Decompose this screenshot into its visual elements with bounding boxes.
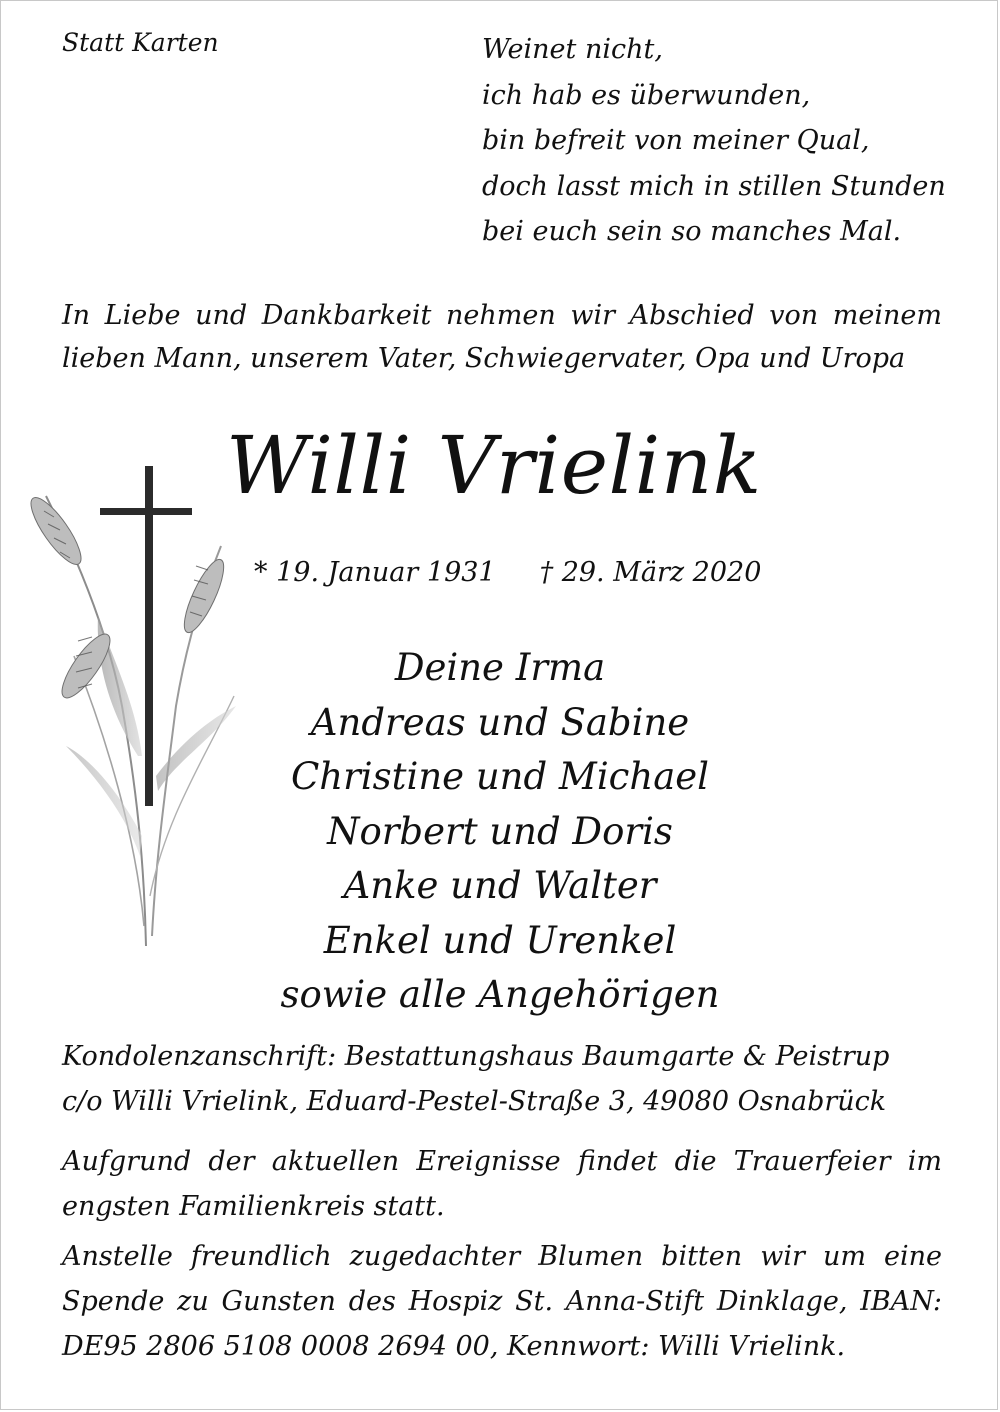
mourner-line: sowie alle Angehörigen <box>280 973 720 1016</box>
poem-line: bin befreit von meiner Qual, <box>482 125 870 156</box>
mourner-line: Norbert und Doris <box>327 809 673 853</box>
life-dates <box>254 551 761 595</box>
donation-notice: Anstelle freundlich zugedachter Blumen bitten wir um eine Spende zu Gunsten des Hospiz St. Anna-Stift Dinklage, IBAN: DE95 2806 5108 0008 2694 00, Kennwort: Willi Vrielink. <box>62 1241 942 1362</box>
poem-line: ich hab es überwunden, <box>482 79 811 111</box>
mourner-line: Enkel und Urenkel <box>323 918 677 962</box>
mourner-line: Christine und Michael <box>290 755 709 798</box>
statt-karten-label: Statt Karten <box>62 28 219 57</box>
mourner-line: Deine Irma <box>394 646 606 689</box>
condolence-address <box>62 1034 889 1124</box>
poem-line: doch lasst mich in stillen Stunden <box>482 170 946 202</box>
mourner-line: Anke und Walter <box>343 864 657 907</box>
mourner-line: Andreas und Sabine <box>310 700 690 744</box>
deceased-name: Willi Vrielink <box>226 419 762 512</box>
intro-text: In Liebe und Dankbarkeit nehmen wir Abschied von meinem lieben Mann, unserem Vater, Schwiegervater, Opa und Uropa <box>62 300 942 374</box>
address-line: c/o Willi Vrielink, Eduard-Pestel-Straße 3, 49080 Osnabrück <box>62 1086 887 1117</box>
death-date: † 29. März 2020 <box>539 557 762 588</box>
poem <box>482 27 946 255</box>
poem-line: bei euch sein so manches Mal. <box>482 216 902 247</box>
mourners-list <box>200 641 800 1023</box>
ceremony-notice: Aufgrund der aktuellen Ereignisse findet die Trauerfeier im engsten Familienkreis statt. <box>62 1146 942 1222</box>
birth-date: * 19. Januar 1931 <box>254 557 496 588</box>
address-line: Kondolenzanschrift: Bestattungshaus Baumgarte & Peistrup <box>62 1041 890 1072</box>
poem-line: Weinet nicht, <box>482 34 663 65</box>
